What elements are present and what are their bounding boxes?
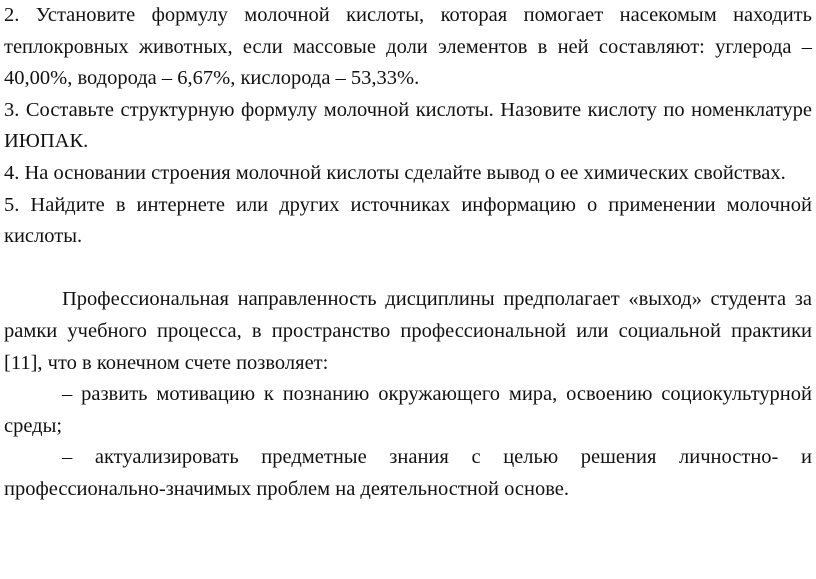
paragraph-spacer [4, 253, 812, 285]
task-item-2: 2. Установите формулу молочной кислоты, которая помогает насекомым находить теплокровных животных, если массовые доли элементов в ней составляют: углерода – 40,00%, водорода – 6,67%, кислорода – 53,33%. [4, 4, 812, 90]
document-page [4, 0, 812, 506]
body-paragraph: Профессиональная направленность дисциплины предполагает «выход» студента за рамки учебного процесса, в пространство профессиональной или социальной практики [11], что в конечном счете позволяет: [4, 288, 812, 374]
task-item-5: 5. Найдите в интернете или других источниках информацию о применении молочной кислоты. [4, 193, 812, 248]
task-item-3: 3. Составьте структурную формулу молочной кислоты. Назовите кислоту по номенклатуре ИЮПАК. [4, 98, 812, 153]
bullet-item-knowledge: – актуализировать предметные знания с целью решения личностно- и профессионально-значимых проблем на деятельностной основе. [4, 446, 812, 500]
task-item-4: 4. На основании строения молочной кислоты сделайте вывод о ее химических свойствах. [4, 161, 786, 184]
bullet-item-motivation: – развить мотивацию к познанию окружающего мира, освоению социокультурной среды; [4, 383, 812, 437]
